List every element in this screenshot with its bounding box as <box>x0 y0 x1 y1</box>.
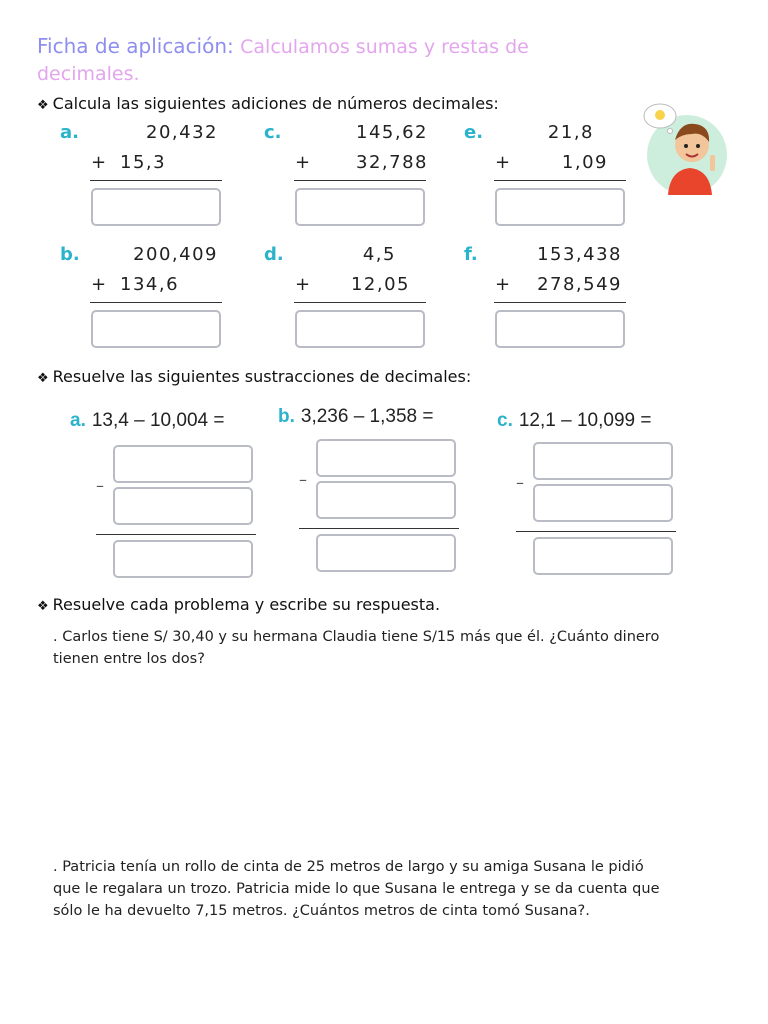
answer-box[interactable] <box>91 188 221 226</box>
subtractions-instruction-text: Resuelve las siguientes sustracciones de decimales: <box>52 367 472 386</box>
sum-line <box>494 302 626 303</box>
answer-box[interactable] <box>91 310 221 348</box>
minuend-box[interactable] <box>316 439 456 477</box>
plus-sign: + <box>295 152 311 173</box>
minus-sign: – <box>516 473 524 492</box>
addition-bottom-number: 12,05 <box>350 274 410 295</box>
minus-sign: – <box>299 470 307 489</box>
answer-box[interactable] <box>295 188 425 226</box>
addition-letter: e. <box>464 122 484 143</box>
bullet-icon: ❖ <box>37 98 49 113</box>
addition-bottom-number: 15,3 <box>120 152 167 173</box>
addition-item <box>464 244 644 354</box>
subtrahend-box[interactable] <box>316 481 456 519</box>
minus-sign: – <box>96 476 104 495</box>
subtrahend-box[interactable] <box>533 484 673 522</box>
difference-line <box>96 534 256 535</box>
answer-box[interactable] <box>295 310 425 348</box>
word-problem-2: . Patricia tenía un rollo de cinta de 25 metros de largo y su amiga Susana le pidió que le regalara un trozo. Patricia mide lo que Susana le entrega y se da cuenta que sólo le ha devuelto 7,15 metros. ¿Cuántos metros de cinta tomó Susana?. <box>53 859 660 919</box>
addition-letter: c. <box>264 122 282 143</box>
sum-line <box>294 180 426 181</box>
additions-instruction-text: Calcula las siguientes adiciones de números decimales: <box>52 94 499 113</box>
addition-letter: f. <box>464 244 478 265</box>
minuend-box[interactable] <box>533 442 673 480</box>
sum-line <box>90 180 222 181</box>
subtraction-text: 13,4 – 10,004 = <box>91 410 225 431</box>
addition-letter: d. <box>264 244 284 265</box>
subtraction-text: 3,236 – 1,358 = <box>300 406 434 427</box>
sum-line <box>90 302 222 303</box>
addition-top-number: 145,62 <box>356 122 428 143</box>
addition-top-number: 200,409 <box>133 244 218 265</box>
plus-sign: + <box>295 274 311 295</box>
subtraction-expression <box>497 410 651 432</box>
difference-line <box>299 528 459 529</box>
subtraction-letter: c. <box>497 410 513 431</box>
addition-bottom-number: 32,788 <box>356 152 428 173</box>
addition-letter: a. <box>60 122 79 143</box>
plus-sign: + <box>495 152 511 173</box>
difference-line <box>516 531 676 532</box>
addition-top-number: 4,5 <box>362 244 396 265</box>
subtraction-letter: a. <box>70 410 86 431</box>
subtraction-letter: b. <box>278 406 295 427</box>
sum-line <box>294 302 426 303</box>
problems-instruction <box>37 595 440 614</box>
subtraction-expression <box>70 410 224 432</box>
answer-box[interactable] <box>495 188 625 226</box>
boy-thinking-icon <box>640 100 732 200</box>
minuend-box[interactable] <box>113 445 253 483</box>
addition-bottom-number: 134,6 <box>120 274 180 295</box>
addition-letter: b. <box>60 244 80 265</box>
addition-top-number: 21,8 <box>547 122 594 143</box>
bullet-icon: ❖ <box>37 371 49 386</box>
sum-line <box>494 180 626 181</box>
subtrahend-box[interactable] <box>113 487 253 525</box>
addition-top-number: 153,438 <box>537 244 622 265</box>
difference-box[interactable] <box>113 540 253 578</box>
additions-instruction <box>37 94 499 113</box>
plus-sign: + <box>91 274 107 295</box>
problems-instruction-text: Resuelve cada problema y escribe su respuesta. <box>52 595 441 614</box>
title-part-1: Ficha de aplicación: <box>37 34 241 58</box>
word-problem-1: . Carlos tiene S/ 30,40 y su hermana Claudia tiene S/15 más que él. ¿Cuánto dinero tienen entre los dos? <box>53 629 660 667</box>
page-title <box>37 33 637 87</box>
subtraction-text: 12,1 – 10,099 = <box>518 410 652 431</box>
addition-item <box>60 122 240 232</box>
addition-bottom-number: 1,09 <box>561 152 608 173</box>
subtraction-expression <box>278 406 433 428</box>
addition-top-number: 20,432 <box>146 122 218 143</box>
title-part-2: Calculamos sumas y restas de decimales. <box>37 36 529 85</box>
answer-box[interactable] <box>495 310 625 348</box>
addition-item <box>464 122 644 232</box>
plus-sign: + <box>91 152 107 173</box>
addition-item <box>264 244 444 354</box>
bullet-icon: ❖ <box>37 599 49 614</box>
subtractions-instruction <box>37 367 471 386</box>
difference-box[interactable] <box>533 537 673 575</box>
difference-box[interactable] <box>316 534 456 572</box>
addition-item <box>60 244 240 354</box>
addition-item <box>264 122 444 232</box>
addition-bottom-number: 278,549 <box>537 274 622 295</box>
plus-sign: + <box>495 274 511 295</box>
